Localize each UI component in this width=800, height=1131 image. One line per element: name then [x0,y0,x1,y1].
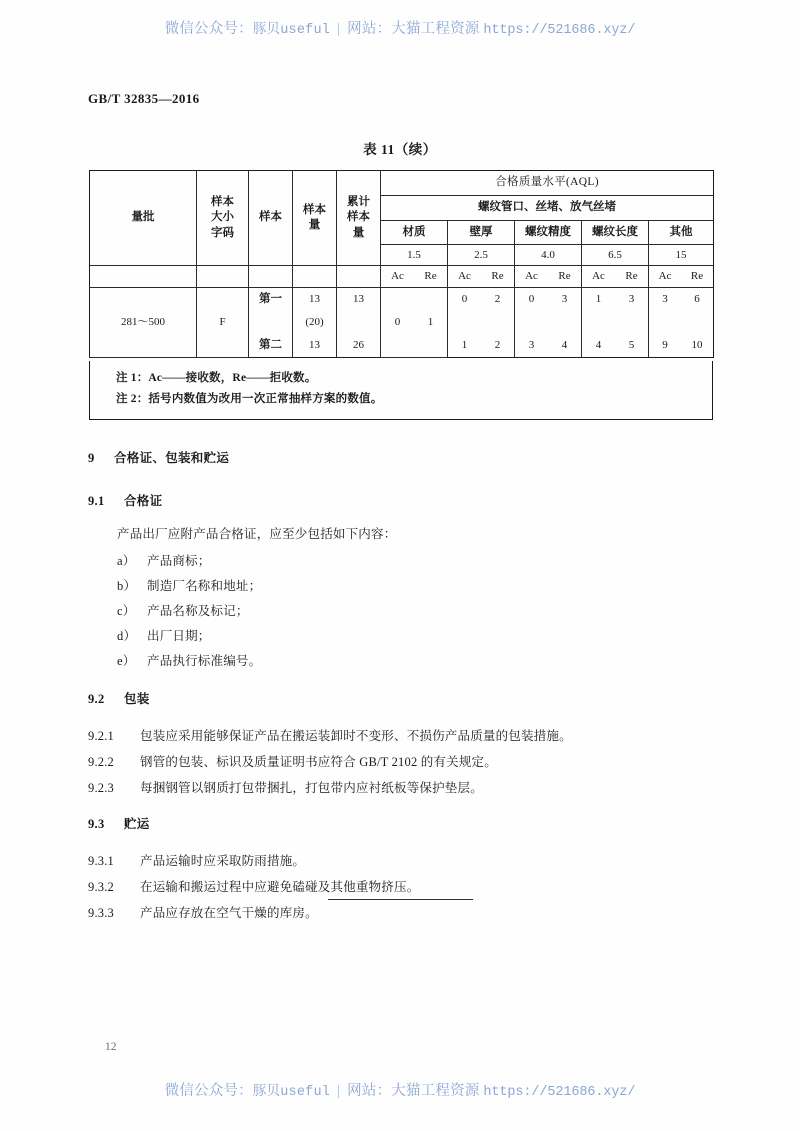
td-length-re-2: 5 [628,339,635,352]
clause-933 [88,903,318,921]
clause-922-text: 钢管的包装、标识及质量证明书应符合 GB/T 2102 的有关规定。 [140,755,497,769]
th-acre-material [381,266,448,288]
watermark-site-label-bottom: 网站： [347,1083,392,1099]
td-other-re-1: 6 [694,293,700,306]
th-re-thread-precision: Re [558,270,571,283]
th-aql-value-other: 15 [649,245,714,266]
th-ac-wall-thickness: Ac [458,270,471,283]
td-precision-acre-2 [515,334,582,358]
th-spacer-cumulative-qty [337,266,381,288]
clause-921-text: 包装应采用能够保证产品在搬运装卸时不变形、不损伤产品质量的包装措施。 [140,729,572,743]
clause-931-number: 9.3.1 [88,854,114,868]
th-re-thread-length: Re [625,270,638,283]
td-sample-qty-second: 13 [293,334,337,358]
td-length-acre-1 [582,288,649,312]
th-aql-value-material: 1.5 [381,245,448,266]
th-group-wall-thickness: 壁厚 [448,221,515,245]
th-ac-material: Ac [391,270,404,283]
watermark-wechat-label: 微信公众号： [164,21,253,37]
list-marker-d: d） [117,629,137,643]
clause-932 [88,877,419,895]
th-ac-thread-precision: Ac [525,270,538,283]
clause-93-heading [88,814,150,832]
th-cumulative-qty: 累计 样本 量 [337,171,381,266]
clause-921-number: 9.2.1 [88,729,114,743]
table-header-row-aql-title [90,171,714,196]
clause-91-heading [88,491,162,509]
td-material-ac: 0 [394,316,401,329]
td-precision-re-1: 3 [561,293,568,306]
clause-923-number: 9.2.3 [88,781,114,795]
td-precision-re-2: 4 [561,339,568,352]
th-spacer-sample-code [197,266,249,288]
table-notes [89,361,713,420]
th-re-other: Re [690,270,704,283]
td-material-acre [381,288,448,358]
td-wall-spacer [448,311,515,334]
table-note-2: 注 2：括号内数值为改用一次正常抽样方案的数值。 [116,393,383,406]
th-aql-title: 合格质量水平(AQL) [381,171,714,196]
th-ac-thread-length: Ac [592,270,605,283]
list-marker-b: b） [117,579,137,593]
table-row [90,288,714,312]
list-text-a: 产品商标； [147,554,211,568]
list-marker-e: e） [117,654,136,668]
clause-9-number: 9 [88,451,95,465]
td-other-ac-1: 3 [662,293,668,306]
clause-931-text: 产品运输时应采取防雨措施。 [140,854,306,868]
clause-932-text: 在运输和搬运过程中应避免磕碰及其他重物挤压。 [140,880,420,894]
th-spacer-lot-size [90,266,197,288]
list-item [117,626,211,644]
clause-932-number: 9.3.2 [88,880,114,894]
td-precision-spacer [515,311,582,334]
td-sample-qty-first: 13 [293,288,337,312]
th-acre-wall-thickness [448,266,515,288]
th-re-wall-thickness: Re [491,270,504,283]
td-length-re-1: 3 [628,293,635,306]
list-item [117,651,261,669]
list-item [117,601,249,619]
td-material-re: 1 [427,316,434,329]
clause-92-number: 9.2 [88,692,105,706]
td-wall-re-2: 2 [494,339,501,352]
list-marker-a: a） [117,554,136,568]
clause-922-number: 9.2.2 [88,755,114,769]
td-precision-ac-2: 3 [528,339,535,352]
td-length-ac-2: 4 [595,339,602,352]
clause-923 [88,778,483,796]
th-acre-thread-precision [515,266,582,288]
list-text-d: 出厂日期； [147,629,211,643]
td-wall-ac-1: 0 [461,293,468,306]
clause-922 [88,752,497,770]
table-caption: 表 11（续） [363,142,437,157]
td-other-acre-1 [649,288,714,312]
td-cumulative-second: 26 [337,334,381,358]
list-item [117,551,211,569]
standard-code: GB/T 32835—2016 [88,91,200,106]
watermark-separator: | [337,21,341,37]
th-sample-qty: 样本 量 [293,171,337,266]
watermark-site-label: 网站： [347,21,392,37]
th-aql-value-thread-precision: 4.0 [515,245,582,266]
clause-933-number: 9.3.3 [88,906,114,920]
page-number: 12 [105,1041,117,1053]
clause-933-text: 产品应存放在空气干燥的库房。 [140,906,318,920]
clause-92-title: 包装 [124,692,150,706]
td-length-acre-2 [582,334,649,358]
td-other-ac-2: 9 [662,339,668,352]
td-length-ac-1: 1 [595,293,602,306]
td-precision-acre-1 [515,288,582,312]
td-other-acre-2 [649,334,714,358]
clause-93-number: 9.3 [88,817,105,831]
table-note-1: 注 1：Ac——接收数，Re——拒收数。 [116,372,317,384]
td-wall-acre-1 [448,288,515,312]
th-aql-subtitle: 螺纹管口、丝堵、放气丝堵 [381,196,714,221]
th-acre-other [649,266,714,288]
td-wall-re-1: 2 [494,293,501,306]
th-ac-other: Ac [658,270,672,283]
td-other-spacer [649,311,714,334]
td-cumulative-middle-spacer [337,311,381,334]
th-sample: 样本 [249,171,293,266]
th-spacer-sample-qty [293,266,337,288]
td-precision-ac-1: 0 [528,293,535,306]
section-end-rule [328,899,473,900]
watermark-separator-bottom: | [337,1083,341,1099]
td-cumulative-first: 13 [337,288,381,312]
clause-93-title: 贮运 [124,817,150,831]
clause-931 [88,851,305,869]
clause-91-intro: 产品出厂应附产品合格证，应至少包括如下内容： [117,527,397,541]
td-lot-size: 281～500 [90,288,197,358]
clause-923-text: 每捆钢管以钢质打包带捆扎，打包带内应衬纸板等保护垫层。 [140,781,483,795]
watermark-wechat-name: 豚贝useful [252,23,331,38]
th-group-thread-length: 螺纹长度 [582,221,649,245]
table-header-row-acre [90,266,714,288]
clause-921 [88,726,572,744]
list-marker-c: c） [117,604,136,618]
td-sample-second: 第二 [249,334,293,358]
th-group-material: 材质 [381,221,448,245]
clause-91-number: 9.1 [88,494,105,508]
list-text-c: 产品名称及标记； [147,604,249,618]
th-sample-code: 样本 大小 字码 [197,171,249,266]
th-group-thread-precision: 螺纹精度 [515,221,582,245]
th-acre-thread-length [582,266,649,288]
watermark-url-bottom: https://521686.xyz/ [483,1085,636,1100]
td-wall-acre-2 [448,334,515,358]
th-re-material: Re [424,270,437,283]
th-group-other: 其他 [649,221,714,245]
clause-9-title: 合格证、包装和贮运 [114,451,230,465]
clause-9-heading [88,448,229,466]
th-lot-size: 量批 [90,171,197,266]
watermark-url: https://521686.xyz/ [483,23,636,38]
list-item [117,576,261,594]
sampling-table-wrapper [89,170,713,358]
td-other-re-2: 10 [691,339,703,352]
th-aql-value-wall-thickness: 2.5 [448,245,515,266]
td-length-spacer [582,311,649,334]
sampling-table [89,170,714,358]
th-spacer-sample [249,266,293,288]
td-sample-qty-paren: (20) [293,311,337,334]
clause-91-title: 合格证 [124,494,163,508]
watermark-wechat-label-bottom: 微信公众号： [164,1083,253,1099]
watermark-top [0,17,800,38]
watermark-bottom [0,1079,800,1100]
td-sample-middle-spacer [249,311,293,334]
clause-92-heading [88,689,150,707]
list-text-e: 产品执行标准编号。 [147,654,262,668]
td-sample-code: F [197,288,249,358]
td-wall-ac-2: 1 [461,339,468,352]
th-aql-value-thread-length: 6.5 [582,245,649,266]
list-text-b: 制造厂名称和地址； [147,579,262,593]
watermark-site-name-bottom: 大猫工程资源 [391,1083,480,1099]
watermark-site-name: 大猫工程资源 [391,21,480,37]
td-sample-first: 第一 [249,288,293,312]
watermark-wechat-name-bottom: 豚贝useful [252,1085,331,1100]
